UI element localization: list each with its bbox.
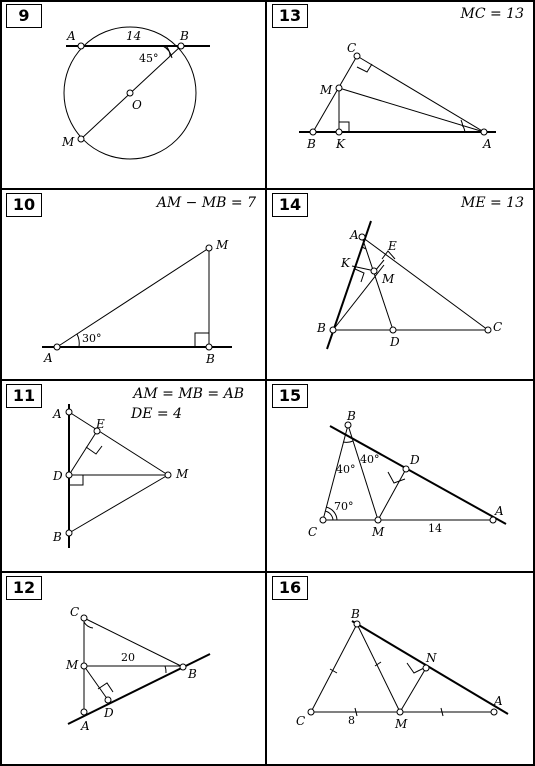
angle-label-3: 70° bbox=[334, 500, 354, 513]
angle-label: 45° bbox=[139, 52, 159, 65]
problem-12 bbox=[0, 572, 266, 765]
label-A: A bbox=[495, 504, 504, 518]
label-C: C bbox=[308, 525, 318, 539]
problem-14 bbox=[266, 189, 534, 380]
label-N: N bbox=[426, 651, 437, 665]
label-D: D bbox=[410, 453, 420, 467]
given-condition-2: DE = 4 bbox=[131, 406, 182, 422]
label-B: B bbox=[188, 667, 197, 681]
problem-number: 16 bbox=[272, 576, 308, 600]
problem-number: 10 bbox=[6, 193, 42, 217]
problem-number: 11 bbox=[6, 384, 42, 408]
figure-9 bbox=[0, 0, 266, 189]
label-B: B bbox=[206, 352, 215, 366]
label-M: M bbox=[382, 272, 395, 286]
given-condition: AM − MB = 7 bbox=[156, 195, 256, 211]
angle-label: 30° bbox=[82, 332, 102, 345]
label-A: A bbox=[81, 719, 90, 733]
length-label: 8 bbox=[348, 714, 355, 727]
label-B: B bbox=[317, 321, 326, 335]
label-O: O bbox=[132, 98, 142, 112]
length-label: 20 bbox=[121, 651, 135, 664]
label-D: D bbox=[390, 335, 400, 349]
label-M: M bbox=[62, 135, 75, 149]
label-A: A bbox=[350, 228, 359, 242]
label-B: B bbox=[347, 409, 356, 423]
label-D: D bbox=[53, 469, 63, 483]
figure-16 bbox=[266, 572, 534, 765]
problem-number: 15 bbox=[272, 384, 308, 408]
label-K: K bbox=[336, 137, 345, 151]
label-C: C bbox=[296, 714, 306, 728]
figure-12 bbox=[0, 572, 266, 765]
label-K: K bbox=[341, 256, 350, 270]
label-M: M bbox=[216, 238, 229, 252]
figure-15 bbox=[266, 380, 534, 572]
label-M: M bbox=[395, 717, 408, 731]
label-A: A bbox=[483, 137, 492, 151]
problem-number: 9 bbox=[6, 4, 42, 28]
label-C: C bbox=[70, 605, 80, 619]
label-A: A bbox=[67, 29, 76, 43]
problem-15 bbox=[266, 380, 534, 572]
problem-16 bbox=[266, 572, 534, 765]
label-E: E bbox=[96, 417, 105, 431]
label-M: M bbox=[320, 83, 333, 97]
label-B: B bbox=[53, 530, 62, 544]
angle-label-1: 40° bbox=[336, 463, 356, 476]
label-C: C bbox=[493, 320, 503, 334]
label-B: B bbox=[351, 607, 360, 621]
label-C: C bbox=[347, 41, 357, 55]
given-condition: MC = 13 bbox=[460, 6, 524, 22]
label-A: A bbox=[53, 407, 62, 421]
figure-14 bbox=[266, 189, 534, 380]
label-A: A bbox=[44, 351, 53, 365]
label-B: B bbox=[307, 137, 316, 151]
given-condition-1: AM = MB = AB bbox=[133, 386, 244, 402]
figure-11 bbox=[0, 380, 266, 572]
problem-11 bbox=[0, 380, 266, 572]
label-A: A bbox=[494, 694, 503, 708]
label-E: E bbox=[388, 239, 397, 253]
problem-number: 12 bbox=[6, 576, 42, 600]
angle-label-2: 40° bbox=[360, 453, 380, 466]
problem-number: 13 bbox=[272, 4, 308, 28]
problem-10 bbox=[0, 189, 266, 380]
problem-number: 14 bbox=[272, 193, 308, 217]
figure-13 bbox=[266, 0, 534, 189]
given-condition: ME = 13 bbox=[461, 195, 524, 211]
problem-13 bbox=[266, 0, 534, 189]
label-M: M bbox=[372, 525, 385, 539]
length-label: 14 bbox=[428, 522, 442, 535]
label-D: D bbox=[104, 706, 114, 720]
problem-9 bbox=[0, 0, 266, 189]
label-M: M bbox=[66, 658, 79, 672]
label-B: B bbox=[180, 29, 189, 43]
label-M: M bbox=[176, 467, 189, 481]
length-label: 14 bbox=[126, 29, 142, 43]
figure-10 bbox=[0, 189, 266, 380]
